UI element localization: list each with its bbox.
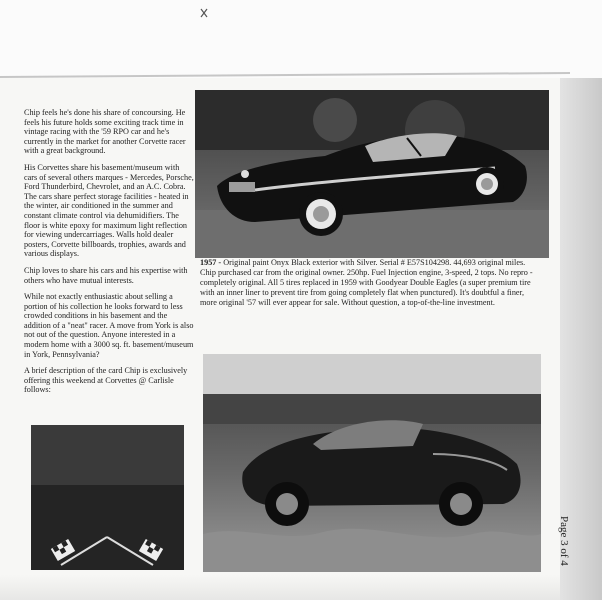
article-column [24,108,194,402]
corvette-1957-photo [195,90,549,258]
corvette-1957-image [195,90,549,258]
caption-year: 1957 - [200,258,222,267]
corvette-race-car-image [203,354,541,572]
photo-caption [200,258,542,308]
corvette-emblem-photo [31,425,184,570]
article-paragraph: While not exactly enthusiastic about selling a portion of his collection he looks forward to less crowded conditions in his basement and the addition of a "neat" racer. A move from York is also not out of the question. Anyone interested in a modern home with a 3000 sq. ft. basement/museum in York, Pennsylvania? [24,292,194,359]
scan-mark-icon [200,8,208,18]
article-paragraph: Chip loves to share his cars and his expertise with others who have mutual interests. [24,265,188,285]
top-blank-sheet [0,0,602,78]
article-paragraph: His Corvettes share his basement/museum with cars of several others marques - Mercedes, Porsche, Ford Thunderbird, Chevrolet, and an A.C. Cobra. The cars share perfect storage facilities - heated in the winter, air conditioned in the summer and constant climate control via dehumidifiers. The floor is white epoxy for maximum light reflection for viewing undercarriages. Walls hold dealer posters, Corvette billboards, trophies, awards and various displays. [24,162,194,259]
article-paragraph: A brief description of the card Chip is exclusively offering this weekend at Corvettes @ Carlisle follows: [24,366,188,395]
article-paragraph: Chip feels he's done his share of concoursing. He feels his future holds some exciting track time in vintage racing with the '59 RPO car and he's currently in the market for another Corvette racer with a great background. [24,108,186,156]
bottom-shadow [0,575,560,600]
crossed-flags-icon [31,425,184,570]
caption-text: Original paint Onyx Black exterior with Silver. Serial # E57S104298. 44,693 original miles. Chip purchased car from the original owner. 250hp. Fuel Injection engine, 3-speed, 2 tops. No repro - completely original. All 5 tires replaced in 1959 with Goodyear Double Eagles (a super premium tire with an inner liner to prevent tire from going completely flat when punctured). It's doubtful a finer, more original '57 will ever appear for sale. Without question, a top-of-the-line investment. [200,258,533,307]
corvette-race-car-photo [203,354,541,572]
page-number: Page 3 of 4 [558,516,570,566]
